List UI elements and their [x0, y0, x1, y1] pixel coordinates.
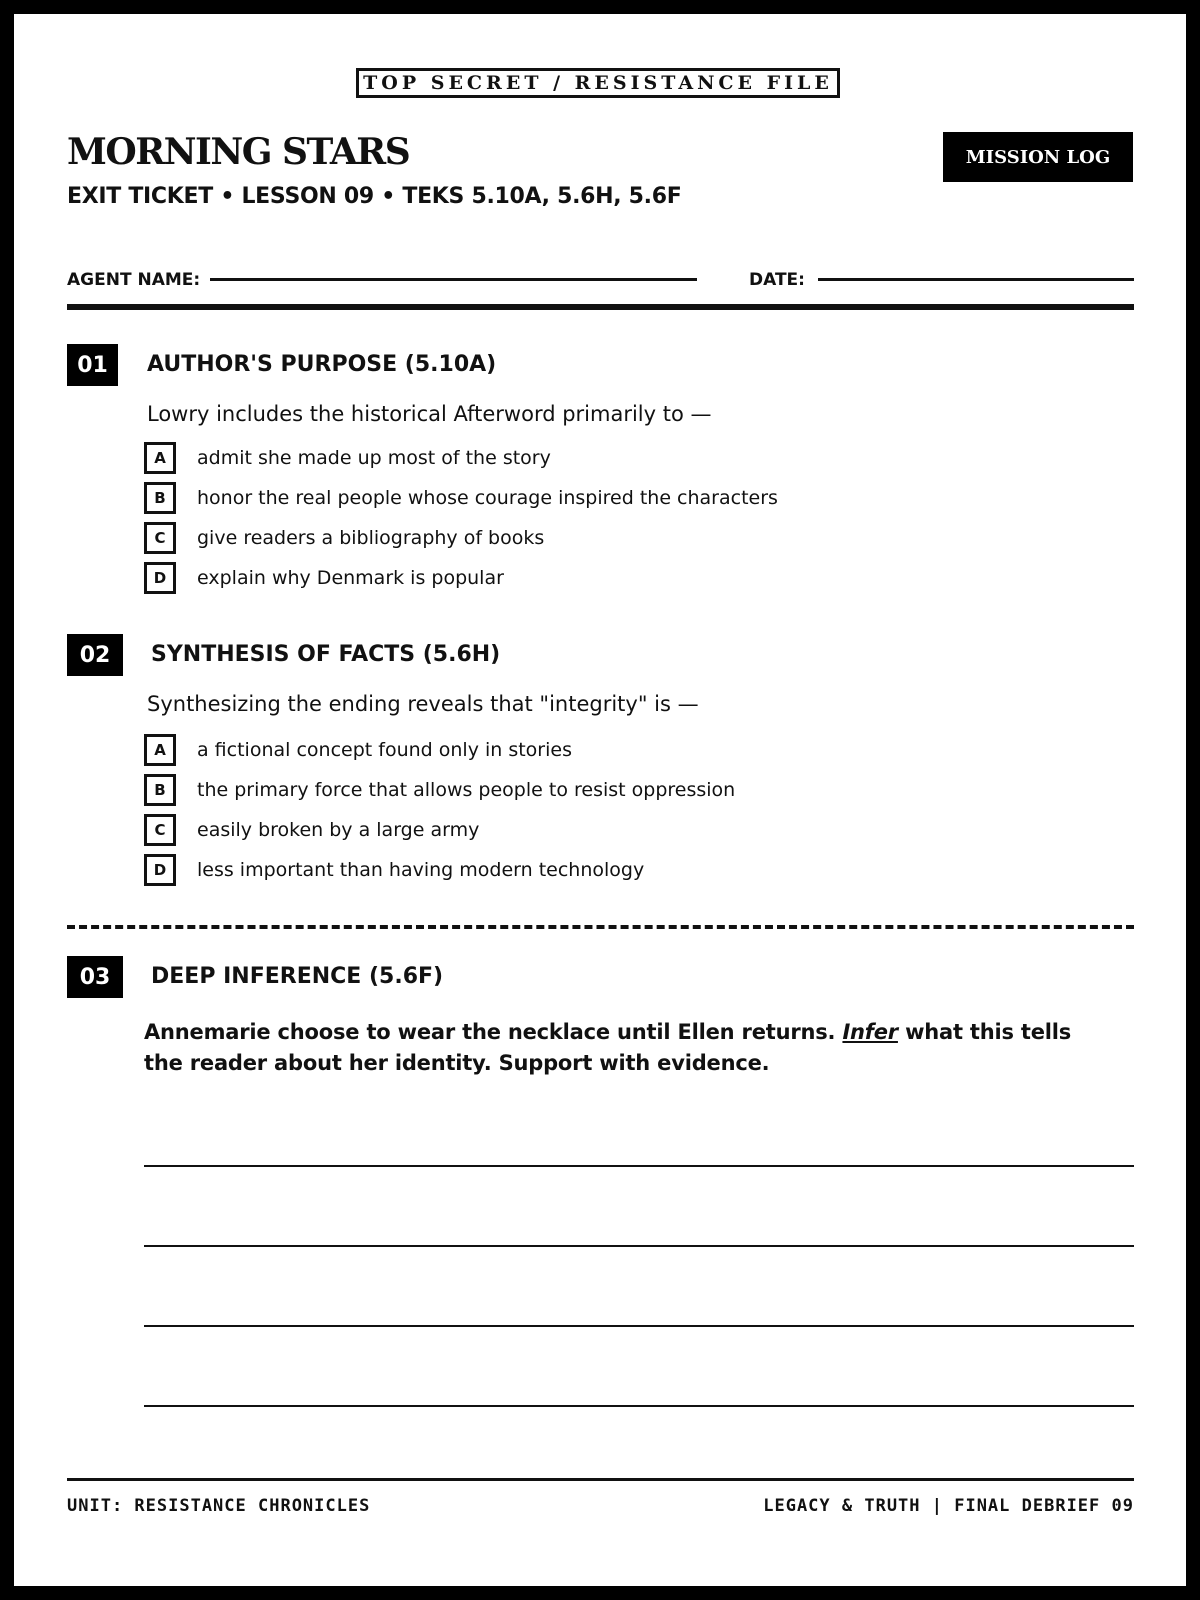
option-letter-box[interactable]: A: [144, 442, 176, 474]
answer-option[interactable]: [144, 774, 1044, 806]
agent-name-field[interactable]: [210, 278, 697, 281]
answer-option[interactable]: [144, 562, 1044, 594]
date-field[interactable]: [818, 278, 1134, 281]
question-number-badge: 03: [67, 956, 123, 998]
option-text: give readers a bibliography of books: [197, 527, 545, 549]
footer-divider: [67, 1478, 1134, 1481]
writing-line[interactable]: [144, 1405, 1134, 1407]
question-heading: DEEP INFERENCE (5.6F): [151, 964, 444, 989]
answer-option[interactable]: [144, 442, 1044, 474]
writing-line[interactable]: [144, 1165, 1134, 1167]
option-text: easily broken by a large army: [197, 819, 480, 841]
option-letter-box[interactable]: B: [144, 482, 176, 514]
option-text: admit she made up most of the story: [197, 447, 551, 469]
option-letter-box[interactable]: C: [144, 522, 176, 554]
worksheet-page: [14, 14, 1186, 1586]
writing-line[interactable]: [144, 1325, 1134, 1327]
classification-stamp: TOP SECRET / RESISTANCE FILE: [356, 68, 840, 98]
answer-option[interactable]: [144, 854, 1044, 886]
question-heading: AUTHOR'S PURPOSE (5.10A): [147, 352, 497, 377]
agent-name-label: AGENT NAME:: [67, 270, 201, 290]
answer-option[interactable]: [144, 814, 1044, 846]
footer-unit: UNIT: RESISTANCE CHRONICLES: [67, 1496, 371, 1516]
option-letter-box[interactable]: D: [144, 854, 176, 886]
question-stem: Synthesizing the ending reveals that "integrity" is —: [147, 692, 699, 716]
option-text: honor the real people whose courage inspired the characters: [197, 487, 778, 509]
option-letter-box[interactable]: A: [144, 734, 176, 766]
prompt-text: Annemarie choose to wear the necklace until Ellen returns.: [144, 1020, 836, 1044]
prompt-emphasis: Infer: [842, 1020, 898, 1044]
option-letter-box[interactable]: C: [144, 814, 176, 846]
option-letter-box[interactable]: D: [144, 562, 176, 594]
writing-line[interactable]: [144, 1245, 1134, 1247]
mission-log-badge: MISSION LOG: [943, 132, 1133, 182]
open-response-prompt: [144, 1017, 1104, 1079]
option-text: the primary force that allows people to resist oppression: [197, 779, 736, 801]
option-letter-box[interactable]: B: [144, 774, 176, 806]
question-number-badge: 02: [67, 634, 123, 676]
page-subtitle: EXIT TICKET • LESSON 09 • TEKS 5.10A, 5.6H, 5.6F: [67, 184, 682, 209]
section-dashed-divider: [67, 925, 1134, 929]
option-text: less important than having modern technology: [197, 859, 645, 881]
answer-option[interactable]: [144, 522, 1044, 554]
question-stem: Lowry includes the historical Afterword primarily to —: [147, 402, 712, 426]
prompt-text: what this tells the reader about her identity. Support with evidence.: [144, 1020, 1072, 1075]
question-heading: SYNTHESIS OF FACTS (5.6H): [151, 642, 501, 667]
answer-option[interactable]: [144, 482, 1044, 514]
date-label: DATE:: [749, 270, 805, 290]
answer-option[interactable]: [144, 734, 1044, 766]
option-text: a fictional concept found only in stories: [197, 739, 572, 761]
header-divider: [67, 304, 1134, 310]
page-title: MORNING STARS: [67, 131, 410, 173]
footer-debrief: LEGACY & TRUTH | FINAL DEBRIEF 09: [763, 1496, 1134, 1516]
option-text: explain why Denmark is popular: [197, 567, 504, 589]
question-number-badge: 01: [67, 344, 118, 386]
